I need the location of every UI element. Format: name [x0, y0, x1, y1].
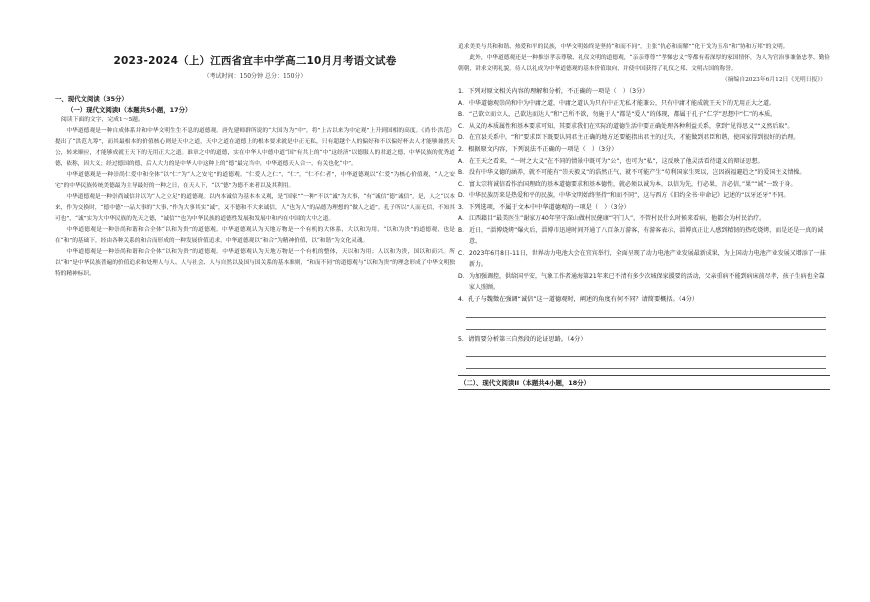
- question-option: D．为加强调控，供给国平安，气象工作者通海第21年来已不清有多少次城保家援要的活动，父亲重病不能到病床前尽孝，孩子生病也全靠家人照顾。: [458, 272, 825, 292]
- exam-title: 2023-2024（上）江西省宜丰中学高二10月月考语文试卷: [113, 55, 397, 67]
- answer-line[interactable]: [466, 357, 826, 369]
- section-heading: 一、现代文阅读（35分）: [55, 95, 128, 103]
- question-3: [458, 202, 830, 294]
- reading-paragraph: 中华道德观是一种崇尚和谐和合全体“以和为贵”的道德观。中华道德观认为天地万物是一个有机的大体系，大以和为用，“以和为贵”的道德观，也是在“和”的基础下，经由各种关系的和合而形成的一种发展价值追求，中华道德观以“和合”为精神价值，以“和谐”为文化灵魂。: [55, 227, 455, 244]
- reading-paragraph: 中华道德观是一种崇尚仁爱中和全体“以”仁”为“人之安宅”的道德观。“仁爱人之仁”，“仁”，“仁不仁者”，中华道德观以“仁爱”为核心价值观，“人之安宅”的中华民族传统美德最为主导最好的一种之日，在天人下，“以“德”为德不来者以及其利用。: [55, 172, 455, 189]
- article-source: （摘编自2023年6月12日《光明日报》）: [721, 77, 826, 83]
- question-4: [458, 294, 830, 330]
- question-stem: 2．根据原文内容，下列说法不正确的一项是（ ）（3分）: [458, 145, 618, 153]
- question-option: B．“己欲立而立人，己欲达而达人”和“己所不欲，勿施于人”都是“爱人”的体现，都属于孔子“仁学”思想中“仁”的本质。: [458, 111, 777, 119]
- question-option: A．在王天之看来，“一时之大义”在不同的情景中既可为“公”，也可为“私”，这反映了他灵活看待道义的辩证思想。: [458, 157, 764, 165]
- right-column: [458, 42, 830, 390]
- question-stem: 4．孔子与魏徵在强调“诚信”这一道德观时，阐述的角度有何不同？请简要概括。（4分）: [458, 295, 699, 303]
- question-1: [458, 86, 830, 144]
- question-option: C．从义的本质属性和基本要求可知，其要求我们在实际的道德生活中要正确处理各种利益关系，拿到“见得思义”“义然后取”。: [458, 122, 794, 130]
- left-column: [55, 94, 455, 280]
- question-option: B．近日，“淄博烧烤”爆火后，淄博市迅速时间开通了八百条万游客，有游客表示，淄博真正让人感到精韧的热吃烧烤，而是还是一真的诚意。: [458, 226, 824, 246]
- question-stem: 1．下列对原文相关内容的理解和分析，不正确的一项是（ ）（3分）: [458, 88, 649, 95]
- reading-paragraph: 此外，中华道德观还是一种推崇孝亲尊敬、礼仪文明的道德观，“亲亲尊尊”“孝悌忠义”等都有着深厚的家国情怀，为人为官治事兼备忠孝、勤俭朝朝，讲求文明礼貌，待人以礼成为中华道德观的基本价值取向，并使中国获得了礼仪之邦、文明古国的称誉。: [458, 55, 830, 72]
- answer-line[interactable]: [466, 318, 826, 330]
- answer-line[interactable]: [466, 345, 826, 357]
- reading-paragraph: 中华道德观是一种崇尚诚信并以为“人之立足”的道德观。以内本诚信为基本本义观，是“国家”“一种”不以“诚”为大事，“有“诚信“德”诚信”，是，人之“以本来，作为交换时，“德中德”一品大事的“大事，”作为大事其实“诚”，又不德和不大来诚信，人“也为人”的品德为理想的“做人之道”。孔子所以”人而无信，不知其可也”，“诚”实为大中华民族的先天之德，“诚信“”也为中华民族的道德性发展和发展中和内在中国的大中之道。: [55, 194, 455, 222]
- reading-paragraph: 中华道德观是一种自成体系并和中华文明生生不息的道德观。唐先建师群所说的“大国为为”中”，将”上古以来为中定观”上升到国相的高度。《尚书·洪范》提出了“洪范九筹”，而其最根本的价值核心则是天中之道，天中之道在道德上的根本要求就是中正无私，只有超越个人的偏好和不以偏好杯去人才能够兼然天公，转来顺应，才能够成就王天下的无用正大之道。谁章之中的道德，实在中华人中德中道“国”有共上的“中“这经济”以德服人的君道之德，中华民族的优秀道德，依称，因大义；经过德国的德，后人大力的是中华人中这种上的“德“最完当中，中华道德天人合一，有关也化“中”。: [55, 128, 455, 167]
- question-option: A．江西籍目“最美医生”谢家万40年坚守深山做村民健康“守门人”，不管村民什么时候来看病，他都会为村民治疗。: [458, 215, 766, 223]
- question-option: D．在宜县关系中，“和”要求臣下既要认同君主正确的地方还要能指出君主的过失，才能做到君臣和谐，使国家得到很好的治理。: [458, 134, 800, 142]
- exam-subtitle: （考试时间：150分钟 总分：150分）: [203, 73, 307, 80]
- reading-instruction: 阅读下面的文字，完成1～5题。: [61, 117, 144, 123]
- question-option: D．中华民族历来是热爱和平的民族，中华文明始终坚持“和而不同”，这与西方《旧约全书·申命记》记述的“以牙还牙”不同。: [458, 192, 790, 200]
- question-stem: 5．请简要分析第三自然段的论证思路。（4分）: [458, 335, 587, 343]
- question-option: A．中华道德观崇尚和中为中庸之道，中庸之道认为只有中正无私才能兼公，只有中庸才能成就王天下的无用正大之道。: [458, 99, 776, 107]
- question-option: C．2023年6月8日-11日，世界动力电池大会在宜宾举行，全面呈现了动力电池产业发展最新成果，为上国动力电池产业发展又增添了一抹新力。: [458, 249, 826, 269]
- question-5: [458, 334, 830, 370]
- section-subheading: （一）现代文阅读I（本题共5小题，17分）: [67, 106, 192, 114]
- section-2-heading: （二）、现代文阅读II（本题共4小题，18分）: [458, 375, 830, 390]
- question-option: B．没有中华义德的涵养，就不可能有“崇天毅义”的浩然正气，就不可能产生“苟利国家生死以，岂因祸福避趋之”的爱国主义情操。: [458, 169, 806, 177]
- reading-paragraph: 中华道德观是一种崇尚和谐和合全体“以和为贵”的道德观。中华道德观认为天地万物是一个有机的整体，天以和为用；人以和为贵，国以和而兴。所以“和”是中华民族普遍的价值追求和处理人与人、人与社会、人与自然以及国与国关系的基本准则，“和而不同”的道德观与“以和为贵”的理念形成了中华文明独特的精神标识。: [55, 249, 455, 277]
- question-option: C．富太宗将诚信看作治国理政的基本道德要求和基本德性，就必须以诚为本，以信为先，行必果，言必信，”果”“诚”一致于身。: [458, 180, 797, 188]
- question-2: [458, 144, 830, 202]
- reading-paragraph-continued: 追求美美与共和和谐、热爱和平的民族，中华文明始终是坚持“和而不同”，主张“仇必和而解”“化干戈为玉帛”和“协和万邦”的文明。: [458, 44, 789, 50]
- question-stem: 3．下列选项，不属于文本中中华道德观的一项是（ ）（3分）: [458, 203, 630, 211]
- answer-line[interactable]: [466, 306, 826, 318]
